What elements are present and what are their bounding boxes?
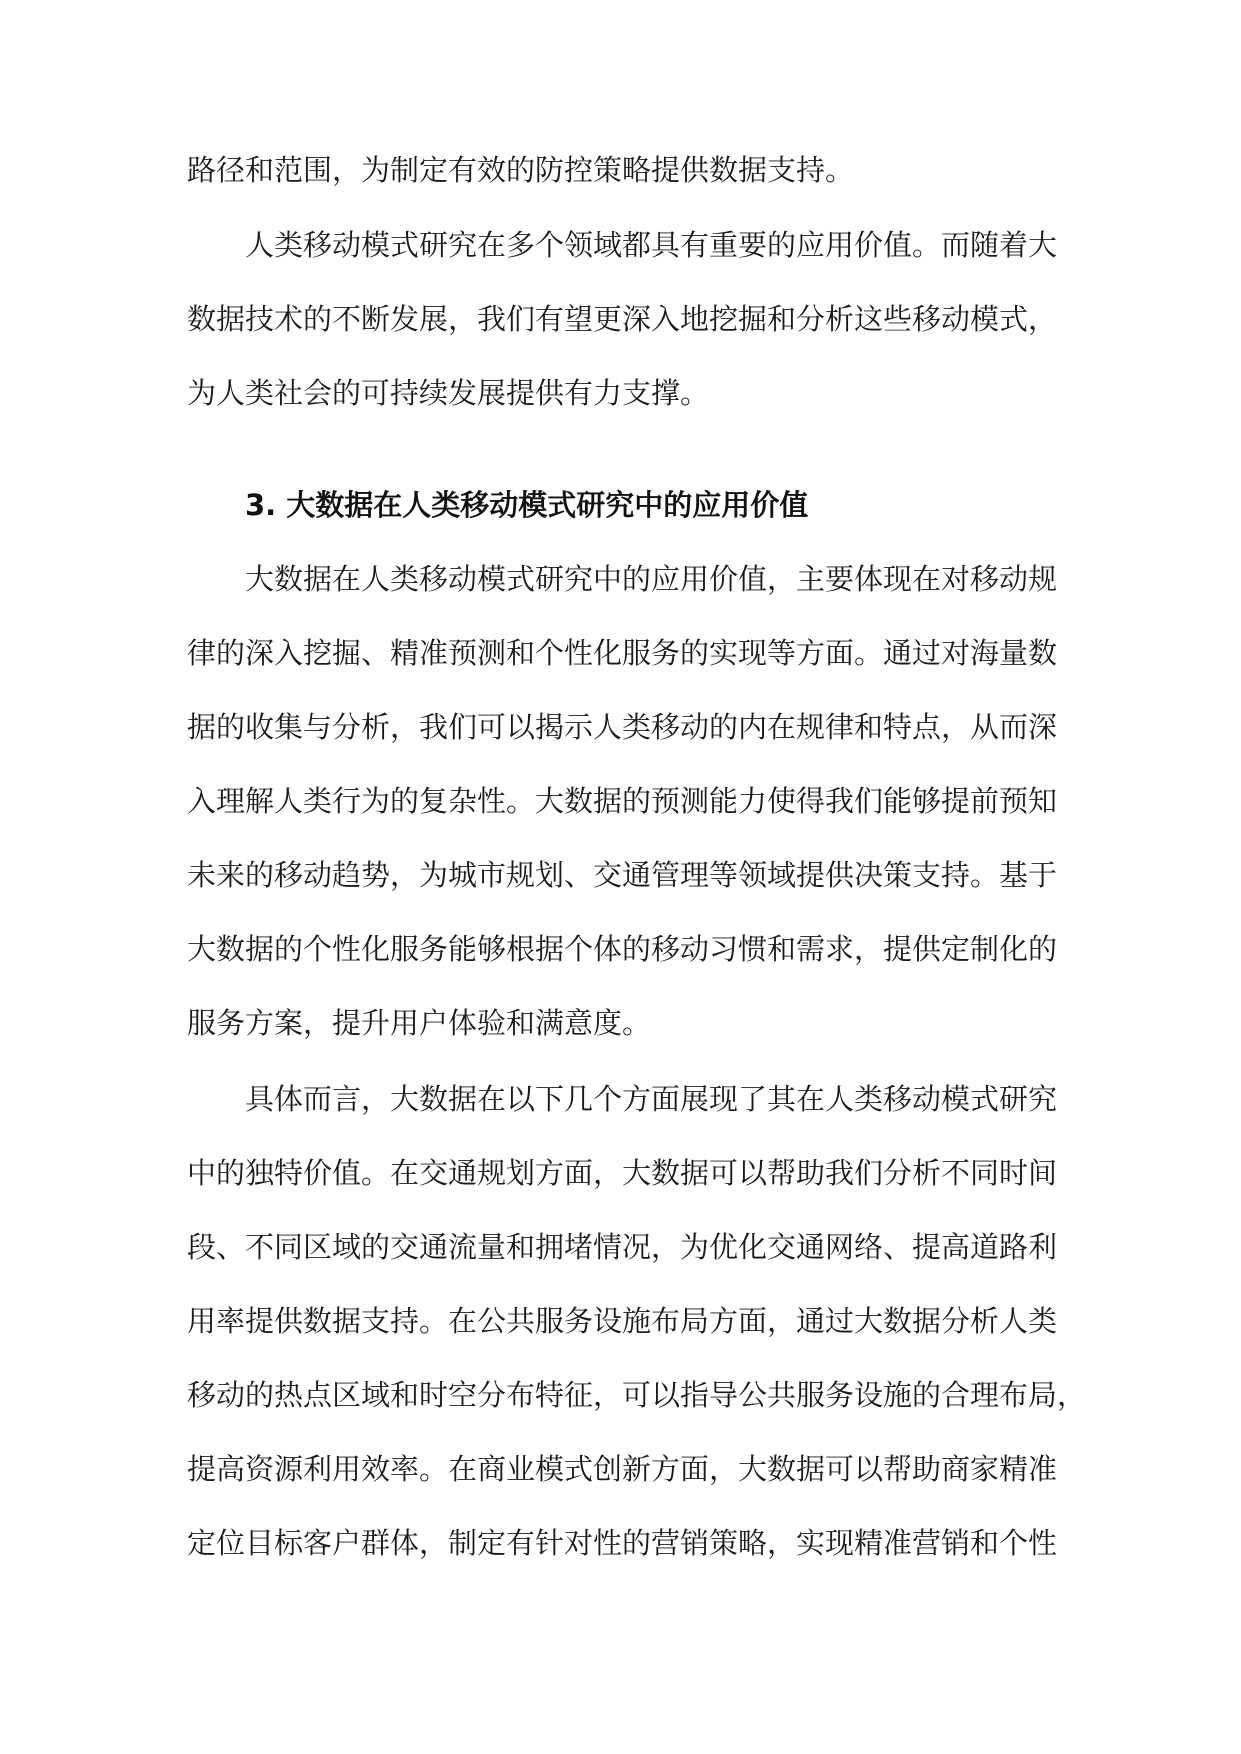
paragraph-line: 入理解人类行为的复杂性。大数据的预测能力使得我们能够提前预知 bbox=[187, 784, 1058, 818]
paragraph-line: 提高资源利用效率。在商业模式创新方面，大数据可以帮助商家精准 bbox=[187, 1452, 1058, 1486]
paragraph-line: 未来的移动趋势，为城市规划、交通管理等领域提供决策支持。基于 bbox=[187, 858, 1058, 892]
paragraph-line: 大数据在人类移动模式研究中的应用价值，主要体现在对移动规 bbox=[245, 562, 1058, 596]
paragraph-line: 律的深入挖掘、精准预测和个性化服务的实现等方面。通过对海量数 bbox=[187, 636, 1058, 670]
paragraph-line: 移动的热点区域和时空分布特征，可以指导公共服务设施的合理布局， bbox=[187, 1378, 1087, 1412]
paragraph-line: 中的独特价值。在交通规划方面，大数据可以帮助我们分析不同时间 bbox=[187, 1156, 1058, 1190]
paragraph-line: 段、不同区域的交通流量和拥堵情况，为优化交通网络、提高道路利 bbox=[187, 1230, 1058, 1264]
paragraph-line: 具体而言，大数据在以下几个方面展现了其在人类移动模式研究 bbox=[245, 1082, 1058, 1116]
paragraph-line: 路径和范围，为制定有效的防控策略提供数据支持。 bbox=[187, 153, 855, 187]
paragraph-line: 大数据的个性化服务能够根据个体的移动习惯和需求，提供定制化的 bbox=[187, 932, 1058, 966]
paragraph-line: 为人类社会的可持续发展提供有力支撑。 bbox=[187, 376, 710, 410]
paragraph-line: 定位目标客户群体，制定有针对性的营销策略，实现精准营销和个性 bbox=[187, 1526, 1058, 1560]
paragraph-line: 用率提供数据支持。在公共服务设施布局方面，通过大数据分析人类 bbox=[187, 1304, 1058, 1338]
paragraph-line: 人类移动模式研究在多个领域都具有重要的应用价值。而随着大 bbox=[245, 228, 1058, 262]
section-heading: 3. 大数据在人类移动模式研究中的应用价值 bbox=[245, 488, 809, 522]
paragraph-line: 服务方案，提升用户体验和满意度。 bbox=[187, 1006, 652, 1040]
paragraph-line: 数据技术的不断发展，我们有望更深入地挖掘和分析这些移动模式， bbox=[187, 302, 1058, 336]
paragraph-line: 据的收集与分析，我们可以揭示人类移动的内在规律和特点，从而深 bbox=[187, 710, 1058, 744]
